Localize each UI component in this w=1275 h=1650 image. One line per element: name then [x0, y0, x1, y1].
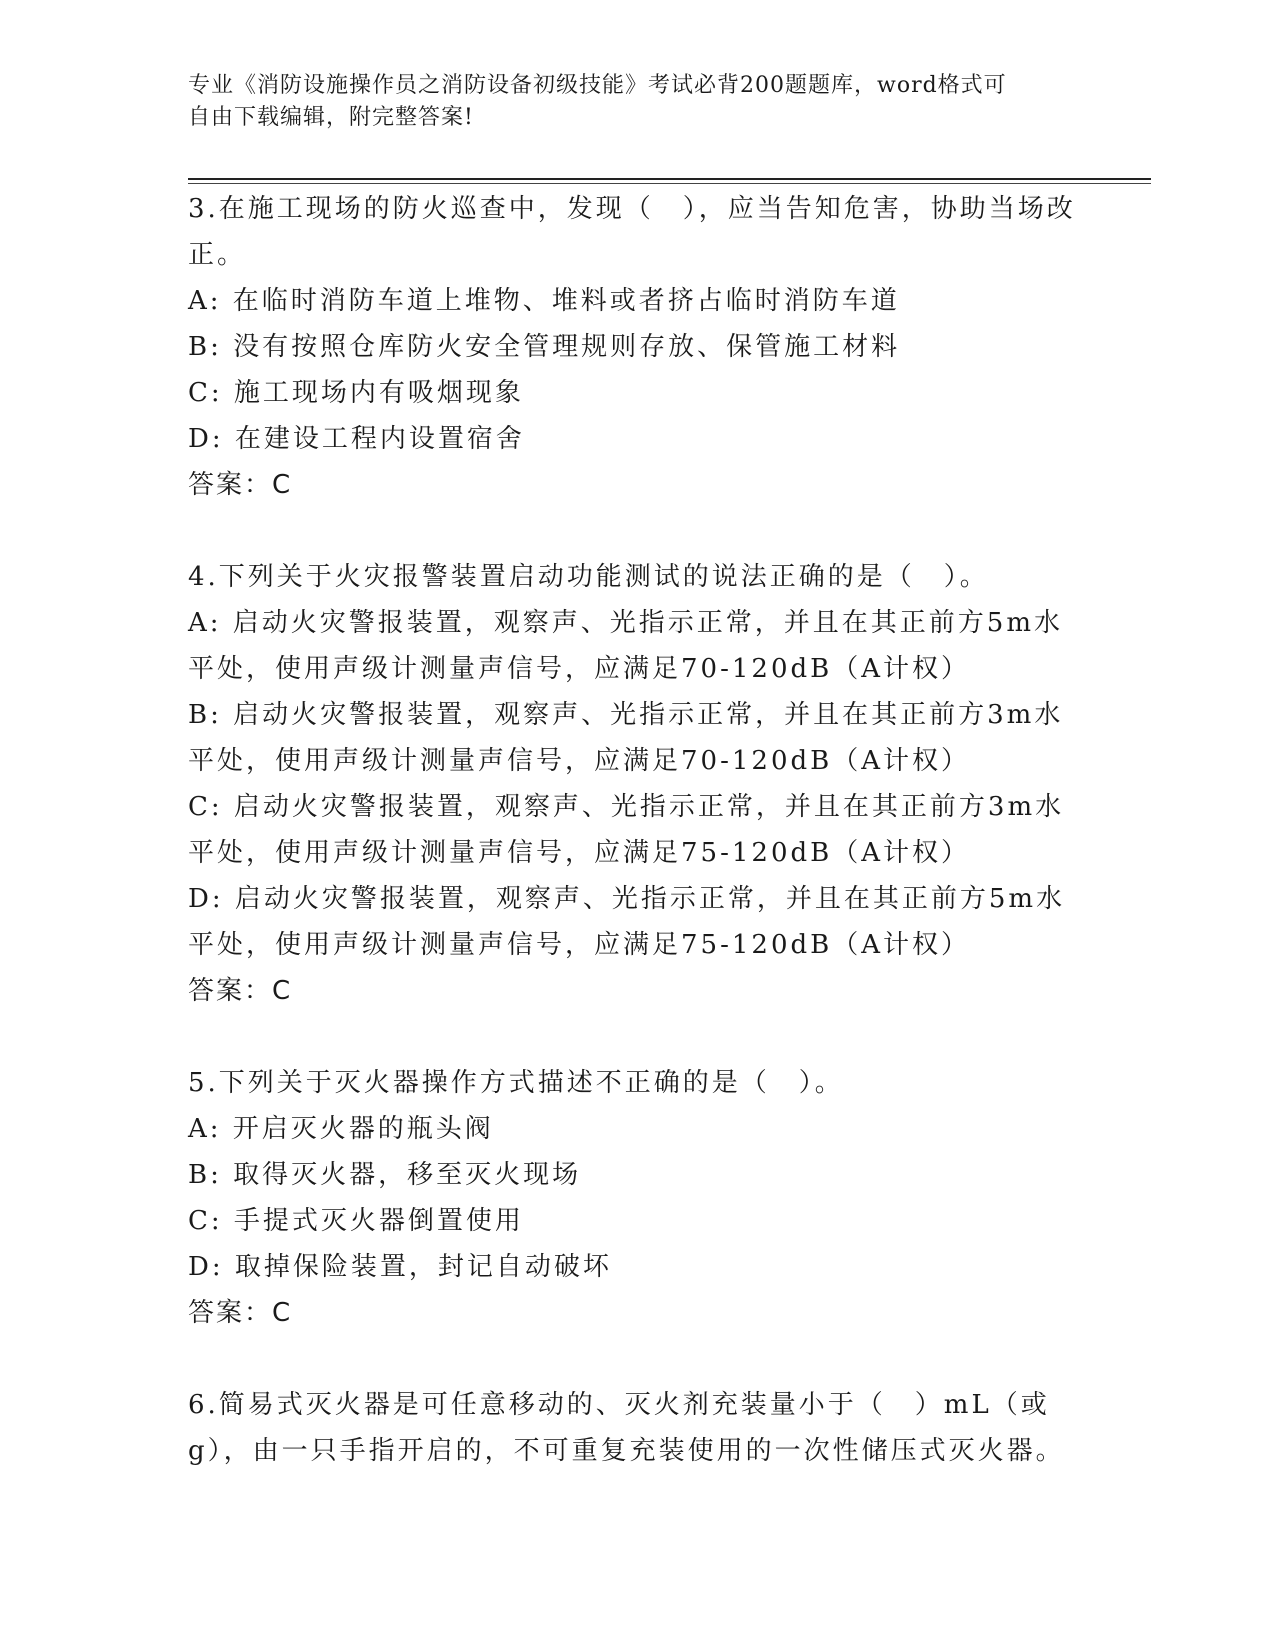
option-b: B: 没有按照仓库防火安全管理规则存放、保管施工材料 — [188, 332, 901, 362]
option-d: D: 在建设工程内设置宿舍 — [188, 424, 525, 454]
option-b: B: 取得灭火器，移至灭火现场 — [188, 1160, 582, 1190]
option-b: B: 启动火灾警报装置，观察声、光指示正常，并且在其正前方3m水平处，使用声级计测量声信号，应满足70-120dB（A计权） — [188, 700, 1064, 776]
answer-label: 答案：C — [188, 470, 293, 500]
answer-label: 答案：C — [188, 1298, 293, 1328]
option-a: A: 开启灭火器的瓶头阀 — [188, 1114, 494, 1144]
question-stem: 5.下列关于灭火器操作方式描述不正确的是（ ）。 — [188, 1068, 844, 1098]
option-c: C: 启动火灾警报装置，观察声、光指示正常，并且在其正前方3m水平处，使用声级计测量声信号，应满足75-120dB（A计权） — [188, 792, 1065, 868]
option-c: C: 手提式灭火器倒置使用 — [188, 1206, 524, 1236]
option-a: A: 启动火灾警报装置，观察声、光指示正常，并且在其正前方5m水平处，使用声级计测量声信号，应满足70-120dB（A计权） — [188, 608, 1063, 684]
option-d: D: 取掉保险装置，封记自动破坏 — [188, 1252, 612, 1282]
document-header — [188, 70, 1068, 134]
header-divider-thick — [188, 178, 1151, 180]
header-line-1: 专业《消防设施操作员之消防设备初级技能》考试必背200题题库，word格式可 — [188, 73, 1007, 98]
question-item — [188, 1060, 1078, 1336]
answer-label: 答案：C — [188, 976, 293, 1006]
question-stem: 6.简易式灭火器是可任意移动的、灭火剂充装量小于（ ）mL（或g），由一只手指开启的，不可重复充装使用的一次性储压式灭火器。 — [188, 1390, 1065, 1466]
question-list — [188, 186, 1078, 1520]
question-item — [188, 554, 1078, 1014]
option-a: A: 在临时消防车道上堆物、堆料或者挤占临时消防车道 — [188, 286, 900, 316]
question-item — [188, 1382, 1078, 1474]
option-c: C: 施工现场内有吸烟现象 — [188, 378, 524, 408]
option-d: D: 启动火灾警报装置，观察声、光指示正常，并且在其正前方5m水平处，使用声级计测量声信号，应满足75-120dB（A计权） — [188, 884, 1066, 960]
question-stem: 4.下列关于火灾报警装置启动功能测试的说法正确的是（ ）。 — [188, 562, 989, 592]
header-line-2: 自由下载编辑，附完整答案! — [188, 105, 474, 130]
header-divider-thin — [188, 183, 1151, 184]
question-stem: 3.在施工现场的防火巡查中，发现（ ），应当告知危害，协助当场改正。 — [188, 194, 1076, 270]
question-item — [188, 186, 1078, 508]
